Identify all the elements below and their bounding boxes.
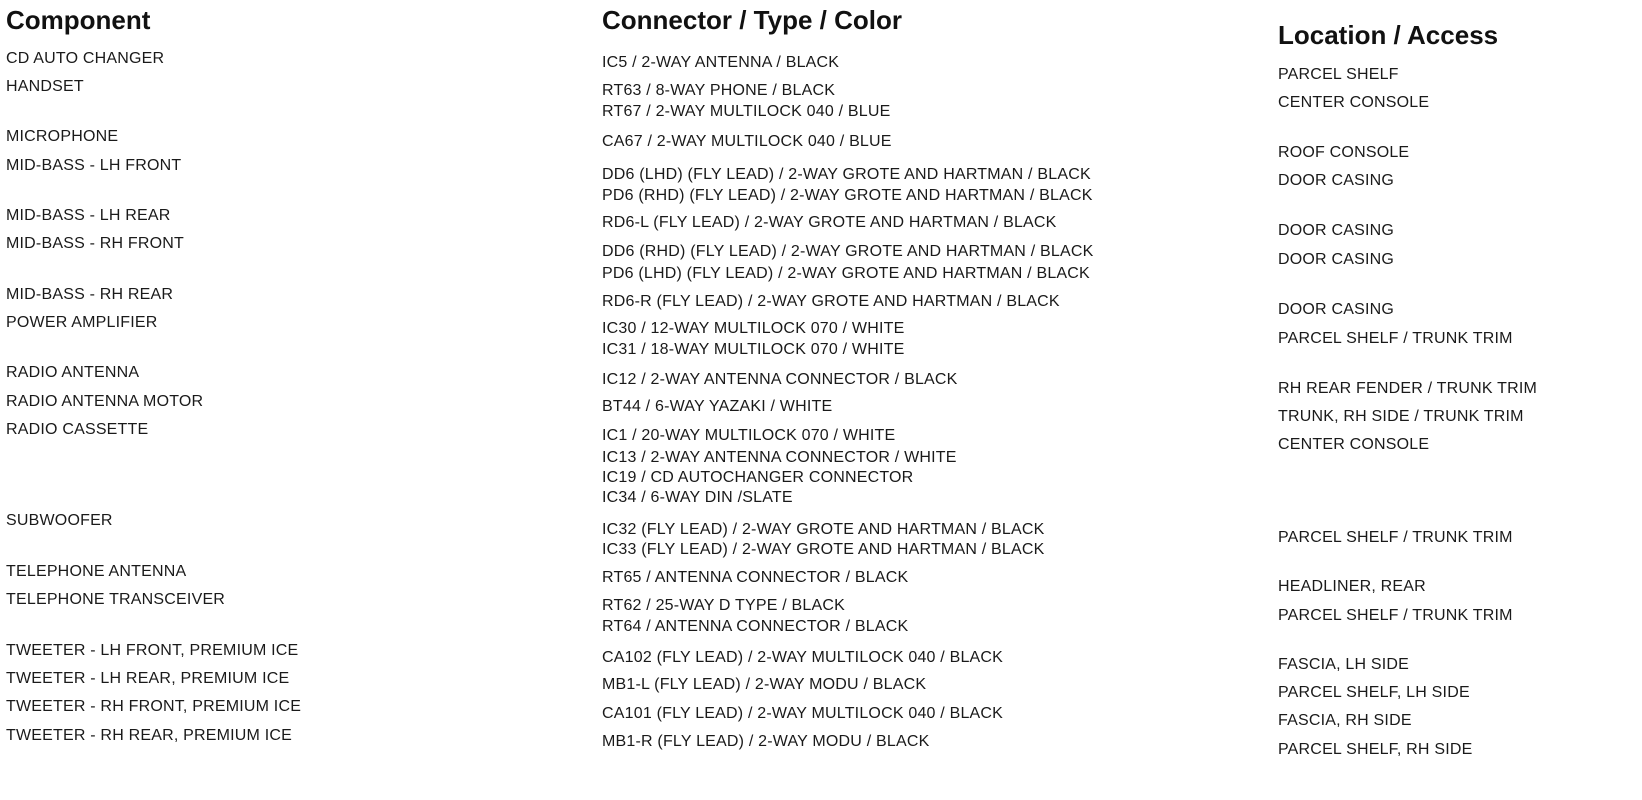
component-cell: RADIO ANTENNA MOTOR xyxy=(6,393,204,410)
connector-cell: MB1-L (FLY LEAD) / 2-WAY MODU / BLACK xyxy=(602,676,927,693)
connector-cell: IC5 / 2-WAY ANTENNA / BLACK xyxy=(602,54,840,71)
connector-cell: IC33 (FLY LEAD) / 2-WAY GROTE AND HARTMAN / BLACK xyxy=(602,541,1045,558)
connector-cell: IC31 / 18-WAY MULTILOCK 070 / WHITE xyxy=(602,341,905,358)
header-component: Component xyxy=(6,5,151,35)
component-cell: MID-BASS - RH FRONT xyxy=(6,235,185,252)
connector-cell: CA67 / 2-WAY MULTILOCK 040 / BLUE xyxy=(602,133,892,150)
location-cell: PARCEL SHELF / TRUNK TRIM xyxy=(1278,330,1513,347)
connector-cell: RT65 / ANTENNA CONNECTOR / BLACK xyxy=(602,569,909,586)
component-cell: TWEETER - LH REAR, PREMIUM ICE xyxy=(6,670,290,687)
connector-cell: PD6 (RHD) (FLY LEAD) / 2-WAY GROTE AND HARTMAN / BLACK xyxy=(602,187,1093,204)
location-cell: RH REAR FENDER / TRUNK TRIM xyxy=(1278,380,1538,397)
connector-cell: RD6-L (FLY LEAD) / 2-WAY GROTE AND HARTMAN / BLACK xyxy=(602,214,1057,231)
connector-cell: BT44 / 6-WAY YAZAKI / WHITE xyxy=(602,398,833,415)
location-cell: PARCEL SHELF, RH SIDE xyxy=(1278,741,1473,758)
component-cell: HANDSET xyxy=(6,78,84,95)
component-cell: RADIO ANTENNA xyxy=(6,364,140,381)
component-cell: TELEPHONE ANTENNA xyxy=(6,563,187,580)
component-cell: MICROPHONE xyxy=(6,128,119,145)
connector-cell: IC19 / CD AUTOCHANGER CONNECTOR xyxy=(602,469,914,486)
component-cell: MID-BASS - RH REAR xyxy=(6,286,174,303)
connector-cell: DD6 (RHD) (FLY LEAD) / 2-WAY GROTE AND HARTMAN / BLACK xyxy=(602,243,1094,260)
connector-cell: RT64 / ANTENNA CONNECTOR / BLACK xyxy=(602,618,909,635)
connector-cell: IC30 / 12-WAY MULTILOCK 070 / WHITE xyxy=(602,320,905,337)
component-cell: CD AUTO CHANGER xyxy=(6,50,165,67)
connector-cell: RT63 / 8-WAY PHONE / BLACK xyxy=(602,82,836,99)
component-cell: TWEETER - LH FRONT, PREMIUM ICE xyxy=(6,642,299,659)
location-cell: PARCEL SHELF / TRUNK TRIM xyxy=(1278,607,1513,624)
connector-cell: RD6-R (FLY LEAD) / 2-WAY GROTE AND HARTMAN / BLACK xyxy=(602,293,1060,310)
location-cell: PARCEL SHELF, LH SIDE xyxy=(1278,684,1470,701)
connector-cell: PD6 (LHD) (FLY LEAD) / 2-WAY GROTE AND HARTMAN / BLACK xyxy=(602,265,1090,282)
location-cell: CENTER CONSOLE xyxy=(1278,94,1430,111)
connector-cell: IC12 / 2-WAY ANTENNA CONNECTOR / BLACK xyxy=(602,371,958,388)
component-cell: MID-BASS - LH REAR xyxy=(6,207,171,224)
connector-cell: IC32 (FLY LEAD) / 2-WAY GROTE AND HARTMAN / BLACK xyxy=(602,521,1045,538)
component-cell: TELEPHONE TRANSCEIVER xyxy=(6,591,226,608)
location-cell: DOOR CASING xyxy=(1278,222,1394,239)
location-cell: PARCEL SHELF / TRUNK TRIM xyxy=(1278,529,1513,546)
connector-cell: IC13 / 2-WAY ANTENNA CONNECTOR / WHITE xyxy=(602,449,957,466)
location-cell: FASCIA, RH SIDE xyxy=(1278,712,1412,729)
component-cell: TWEETER - RH FRONT, PREMIUM ICE xyxy=(6,698,302,715)
component-cell: TWEETER - RH REAR, PREMIUM ICE xyxy=(6,727,293,744)
header-connector: Connector / Type / Color xyxy=(602,5,902,35)
connector-cell: DD6 (LHD) (FLY LEAD) / 2-WAY GROTE AND HARTMAN / BLACK xyxy=(602,166,1091,183)
location-cell: FASCIA, LH SIDE xyxy=(1278,656,1410,673)
location-cell: DOOR CASING xyxy=(1278,172,1394,189)
connector-cell: IC34 / 6-WAY DIN /SLATE xyxy=(602,489,793,506)
location-cell: HEADLINER, REAR xyxy=(1278,578,1426,595)
connector-cell: IC1 / 20-WAY MULTILOCK 070 / WHITE xyxy=(602,427,896,444)
connector-cell: CA101 (FLY LEAD) / 2-WAY MULTILOCK 040 / BLACK xyxy=(602,705,1004,722)
component-cell: MID-BASS - LH FRONT xyxy=(6,157,182,174)
connector-cell: RT67 / 2-WAY MULTILOCK 040 / BLUE xyxy=(602,103,891,120)
location-cell: CENTER CONSOLE xyxy=(1278,436,1430,453)
location-cell: TRUNK, RH SIDE / TRUNK TRIM xyxy=(1278,408,1524,425)
location-cell: ROOF CONSOLE xyxy=(1278,144,1410,161)
connector-cell: CA102 (FLY LEAD) / 2-WAY MULTILOCK 040 / BLACK xyxy=(602,649,1004,666)
connector-cell: RT62 / 25-WAY D TYPE / BLACK xyxy=(602,597,846,614)
component-cell: POWER AMPLIFIER xyxy=(6,314,158,331)
location-cell: PARCEL SHELF xyxy=(1278,66,1399,83)
component-cell: RADIO CASSETTE xyxy=(6,421,149,438)
connector-cell: MB1-R (FLY LEAD) / 2-WAY MODU / BLACK xyxy=(602,733,930,750)
location-cell: DOOR CASING xyxy=(1278,301,1394,318)
location-cell: DOOR CASING xyxy=(1278,251,1394,268)
header-location: Location / Access xyxy=(1278,20,1499,50)
component-cell: SUBWOOFER xyxy=(6,512,113,529)
